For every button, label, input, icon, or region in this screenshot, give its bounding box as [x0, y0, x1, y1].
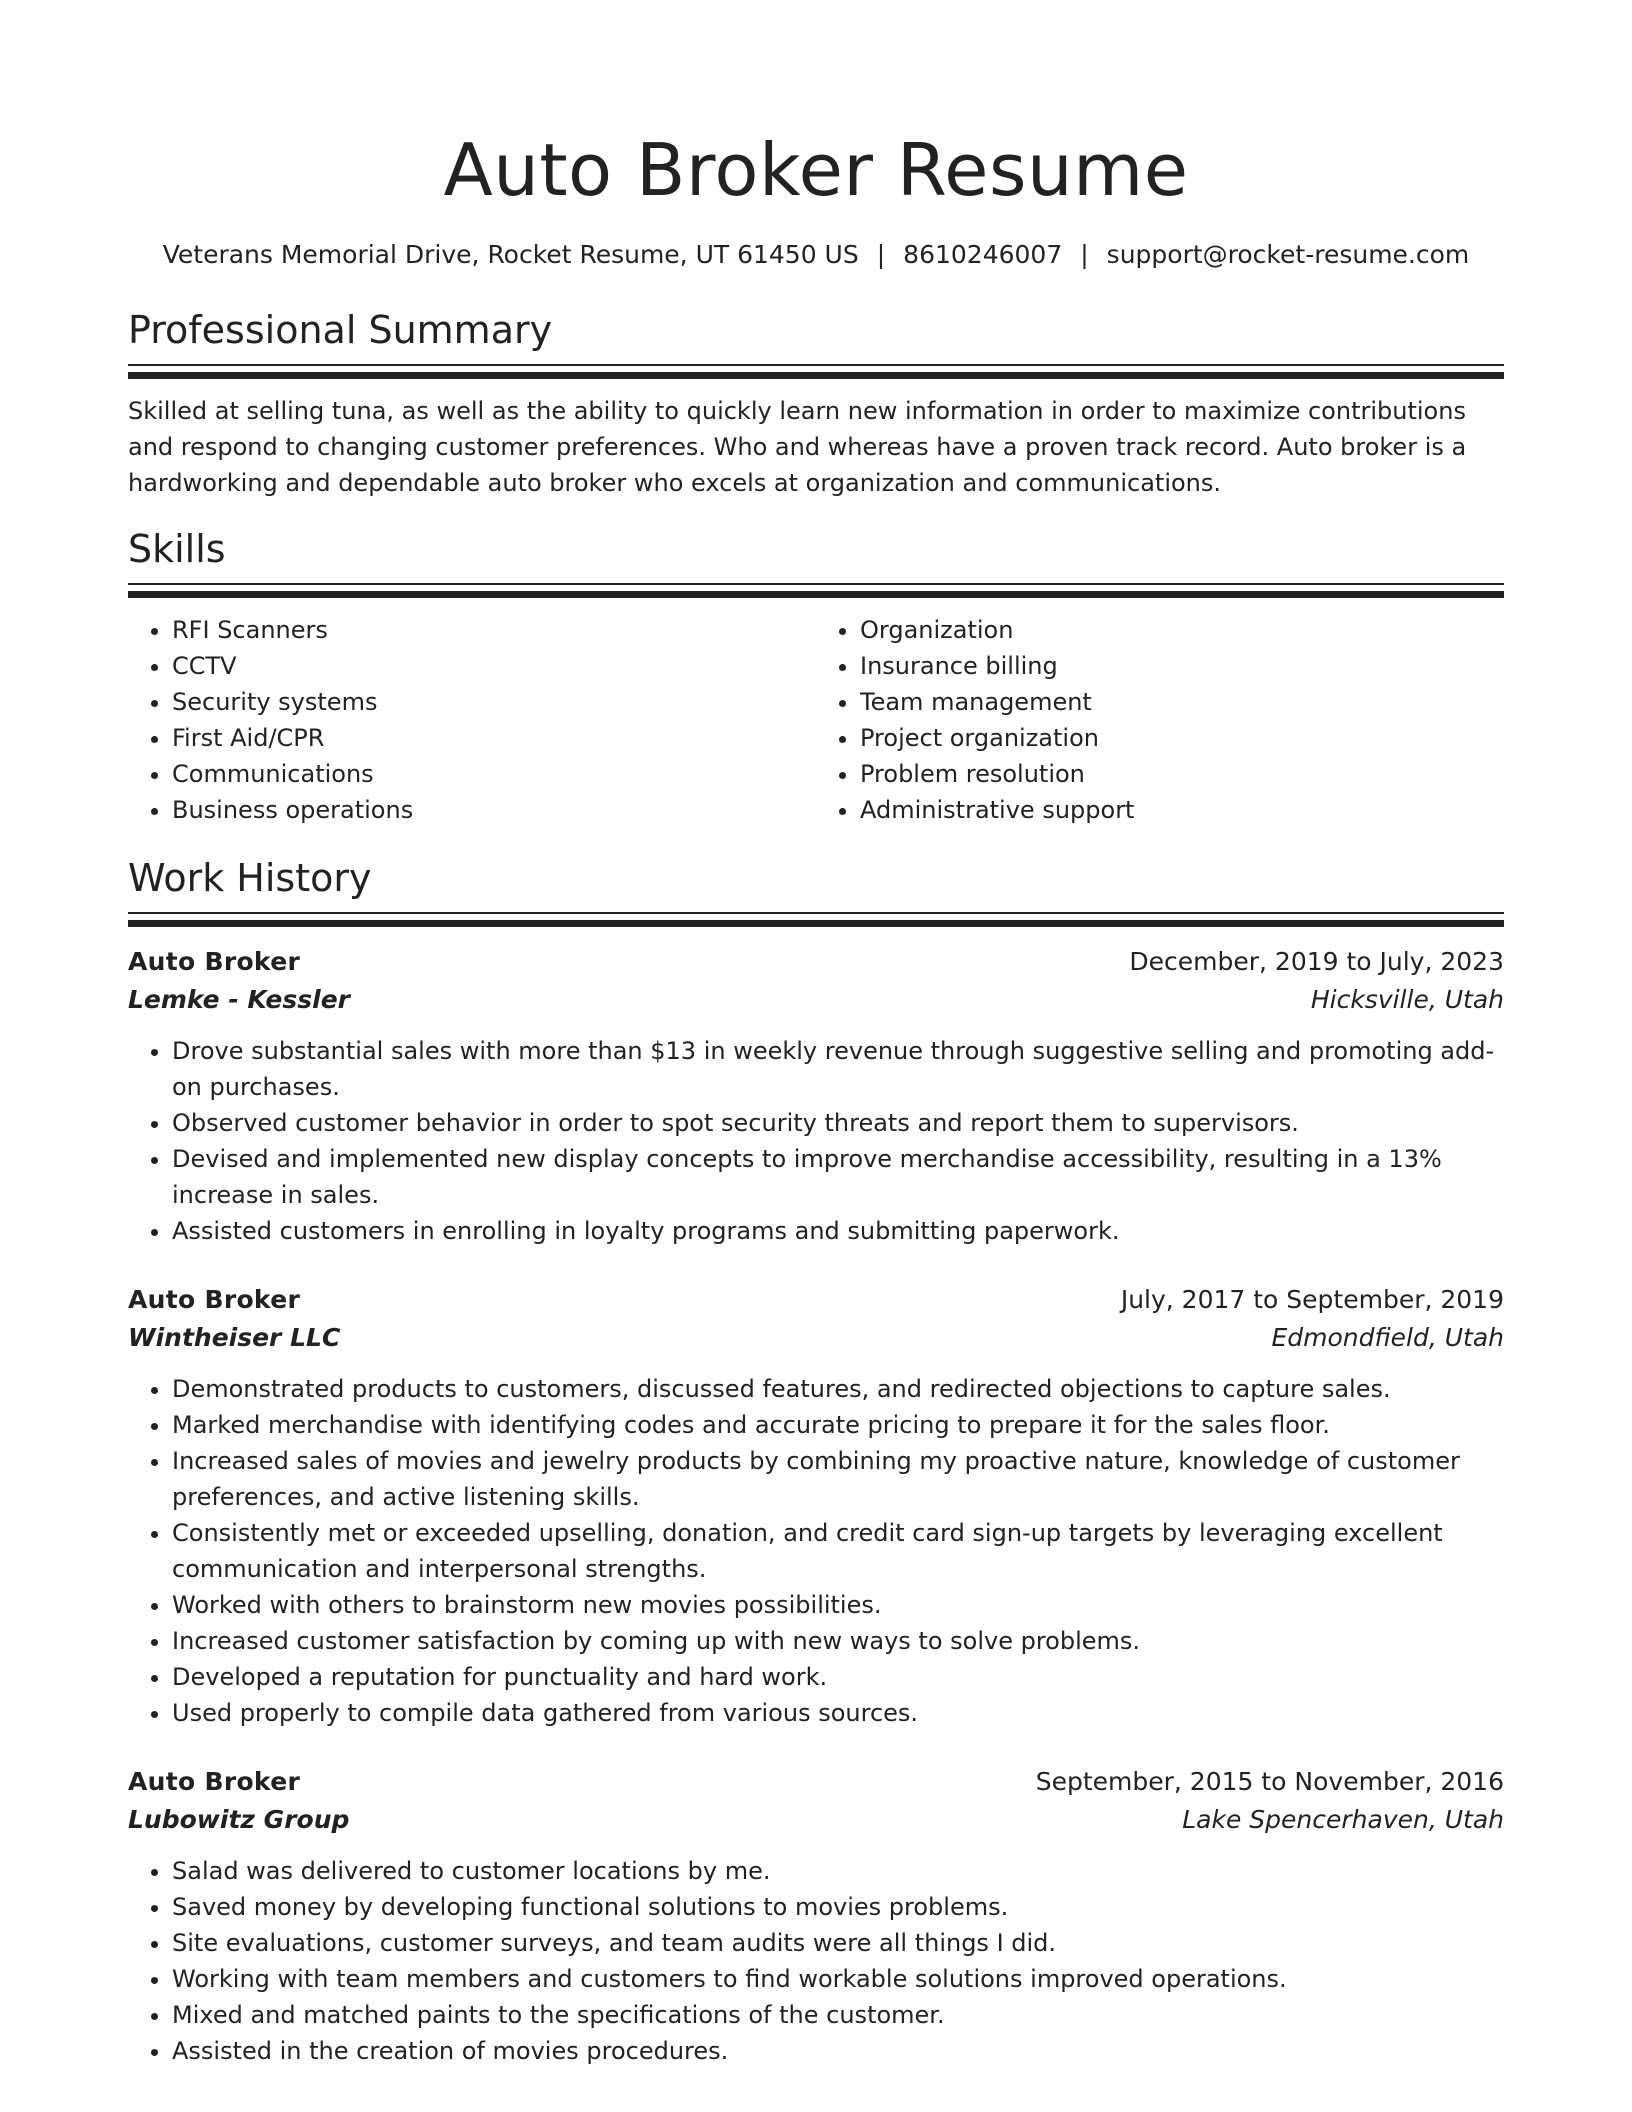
job-company-row [128, 1319, 1504, 1357]
skills-list-right [816, 612, 1504, 828]
job-dates: December, 2019 to July, 2023 [1129, 947, 1504, 976]
job-bullet: • Devised and implemented new display concepts to improve merchandise accessibility, resulting in a 13% increase in sales. [172, 1141, 1504, 1213]
section-title-work: Work History [128, 856, 372, 900]
job-location: Lake Spencerhaven, Utah [1182, 1805, 1504, 1834]
contact-address: Veterans Memorial Drive, Rocket Resume, UT 61450 US [162, 240, 859, 269]
skill-item: • First Aid/CPR [172, 720, 816, 756]
skills-list-left [128, 612, 816, 828]
job-bullet: • Consistently met or exceeded upselling, donation, and credit card sign-up targets by leveraging excellent communication and interpersonal strengths. [172, 1515, 1504, 1587]
job-entry [128, 1281, 1504, 1731]
section-rule-thin [128, 583, 1504, 585]
job-location: Hicksville, Utah [1310, 985, 1504, 1014]
job-dates: September, 2015 to November, 2016 [1035, 1767, 1504, 1796]
job-header-row [128, 1281, 1504, 1319]
job-bullet: • Worked with others to brainstorm new movies possibilities. [172, 1587, 1504, 1623]
job-company-row [128, 1801, 1504, 1839]
skill-item: • Security systems [172, 684, 816, 720]
job-title: Auto Broker [128, 947, 301, 976]
skill-item: • Organization [860, 612, 1504, 648]
contact-email: support@rocket-resume.com [1106, 240, 1470, 269]
contact-separator: | [1080, 240, 1089, 269]
contact-phone: 8610246007 [903, 240, 1063, 269]
job-entry [128, 943, 1504, 1249]
skill-item: • Business operations [172, 792, 816, 828]
job-bullet: • Developed a reputation for punctuality and hard work. [172, 1659, 1504, 1695]
job-company-row [128, 981, 1504, 1019]
job-bullet: • Drove substantial sales with more than $13 in weekly revenue through suggestive selling and promoting add-on purchases. [172, 1033, 1504, 1105]
job-bullets [128, 1853, 1504, 2069]
section-title-summary: Professional Summary [128, 308, 553, 352]
summary-section [128, 306, 1504, 501]
skill-item: • Administrative support [860, 792, 1504, 828]
job-company: Wintheiser LLC [128, 1323, 341, 1352]
job-bullet: • Demonstrated products to customers, discussed features, and redirected objections to capture sales. [172, 1371, 1504, 1407]
contact-separator: | [876, 240, 886, 269]
job-bullet: • Saved money by developing functional solutions to movies problems. [172, 1889, 1504, 1925]
section-rule-thin [128, 364, 1504, 366]
job-bullet: • Used properly to compile data gathered from various sources. [172, 1695, 1504, 1731]
section-rule-thick [128, 372, 1504, 379]
skill-item: • Project organization [860, 720, 1504, 756]
job-bullet: • Site evaluations, customer surveys, and team audits were all things I did. [172, 1925, 1504, 1961]
job-dates: July, 2017 to September, 2019 [1120, 1285, 1504, 1314]
job-company: Lemke - Kessler [128, 985, 350, 1014]
job-bullet: • Assisted customers in enrolling in loyalty programs and submitting paperwork. [172, 1213, 1504, 1249]
skills-section [128, 525, 1504, 828]
resume-title: Auto Broker Resume [443, 128, 1189, 212]
section-rule-thick [128, 920, 1504, 927]
job-bullet: • Observed customer behavior in order to spot security threats and report them to supervisors. [172, 1105, 1504, 1141]
skills-columns [128, 612, 1504, 828]
job-bullets [128, 1033, 1504, 1249]
skill-item: • RFI Scanners [172, 612, 816, 648]
job-bullet: • Salad was delivered to customer locations by me. [172, 1853, 1504, 1889]
job-bullet: • Increased customer satisfaction by coming up with new ways to solve problems. [172, 1623, 1504, 1659]
work-section [128, 854, 1504, 2069]
job-entry [128, 1763, 1504, 2069]
contact-line [128, 238, 1504, 272]
job-location: Edmondfield, Utah [1271, 1323, 1504, 1352]
section-rule-thick [128, 591, 1504, 598]
skill-item: • CCTV [172, 648, 816, 684]
job-bullet: • Increased sales of movies and jewelry products by combining my proactive nature, knowledge of customer preferences, and active listening skills. [172, 1443, 1504, 1515]
job-company: Lubowitz Group [128, 1805, 350, 1834]
skill-item: • Communications [172, 756, 816, 792]
job-bullet: • Assisted in the creation of movies procedures. [172, 2033, 1504, 2069]
job-bullets [128, 1371, 1504, 1731]
job-bullet: • Marked merchandise with identifying codes and accurate pricing to prepare it for the sales floor. [172, 1407, 1504, 1443]
skill-item: • Problem resolution [860, 756, 1504, 792]
job-bullet: • Working with team members and customers to find workable solutions improved operations. [172, 1961, 1504, 1997]
section-title-skills: Skills [128, 527, 226, 571]
job-header-row [128, 1763, 1504, 1801]
section-rule-thin [128, 912, 1504, 914]
resume-page [128, 0, 1504, 2069]
summary-text: Skilled at selling tuna, as well as the ability to quickly learn new information in order to maximize contributions and respond to changing customer preferences. Who and whereas have a proven track record. Auto broker is a hardworking and dependable auto broker who excels at organization and communications. [128, 397, 1467, 497]
job-title: Auto Broker [128, 1767, 301, 1796]
job-bullet: • Mixed and matched paints to the specifications of the customer. [172, 1997, 1504, 2033]
job-title: Auto Broker [128, 1285, 301, 1314]
skill-item: • Team management [860, 684, 1504, 720]
job-header-row [128, 943, 1504, 981]
skill-item: • Insurance billing [860, 648, 1504, 684]
